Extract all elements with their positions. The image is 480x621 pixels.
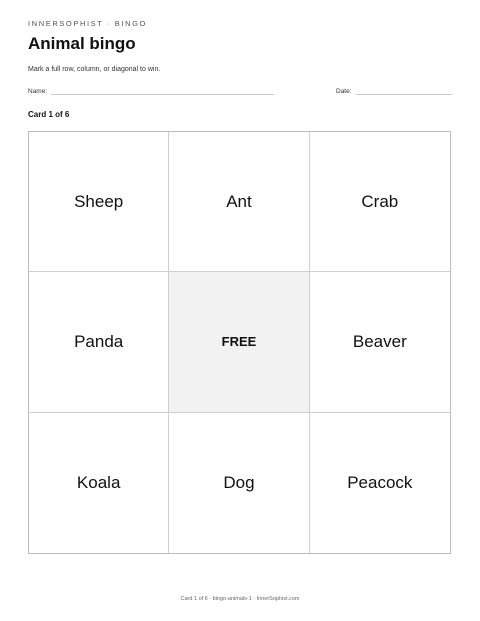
bingo-cell[interactable]: Beaver	[310, 272, 450, 412]
footer-text: Card 1 of 6 · bingo-animals-1 · InnerSophist.com	[180, 596, 300, 602]
brand-label: INNERSOPHIST · BINGO	[28, 19, 147, 28]
date-field	[336, 87, 452, 95]
date-line	[356, 87, 452, 95]
bingo-cell[interactable]: Sheep	[29, 132, 169, 272]
bingo-free-cell[interactable]: FREE	[169, 272, 309, 412]
bingo-cell[interactable]: Crab	[310, 132, 450, 272]
name-label: Name:	[28, 88, 48, 95]
name-line	[51, 87, 274, 95]
name-field	[28, 87, 274, 95]
date-label: Date:	[336, 88, 352, 95]
page-title: Animal bingo	[28, 34, 136, 53]
instructions-text: Mark a full row, column, or diagonal to win.	[28, 66, 161, 73]
bingo-cell[interactable]: Ant	[169, 132, 309, 272]
bingo-cell[interactable]: Panda	[29, 272, 169, 412]
bingo-cell[interactable]: Dog	[169, 413, 309, 553]
card-label: Card 1 of 6	[28, 110, 70, 119]
bingo-cell[interactable]: Koala	[29, 413, 169, 553]
bingo-grid	[28, 131, 451, 554]
bingo-cell[interactable]: Peacock	[310, 413, 450, 553]
